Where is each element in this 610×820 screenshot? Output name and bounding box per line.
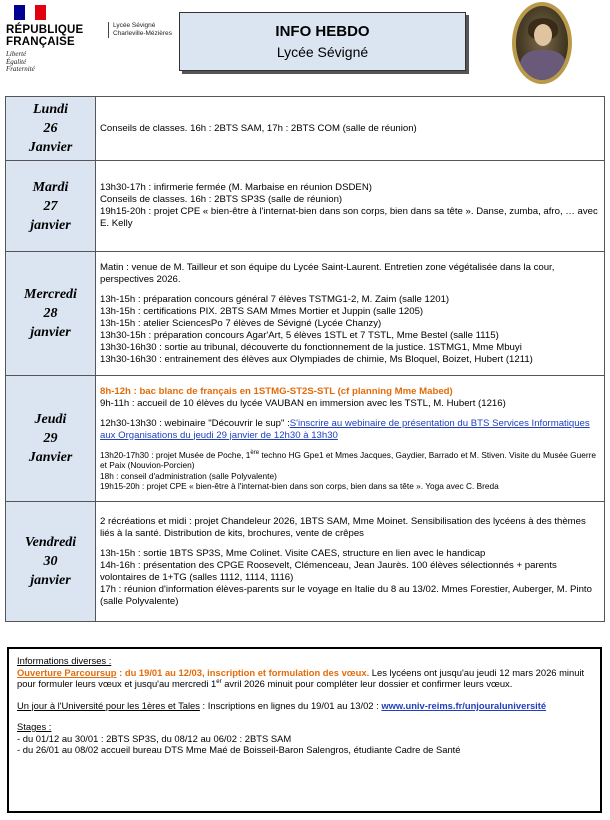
weekly-schedule — [5, 96, 605, 622]
day-label: Mardi 27 janvier — [6, 161, 96, 252]
day-row-thursday — [6, 376, 605, 502]
page-subtitle: Lycée Sévigné — [276, 44, 369, 60]
rf-name: RÉPUBLIQUE FRANÇAISE — [6, 24, 84, 48]
stage-line: - du 01/12 au 30/01 : 2BTS SP3S, du 08/12 au 06/02 : 2BTS SAM — [17, 732, 292, 744]
day-events: Matin : venue de M. Tailleur et son équipe du Lycée Saint-Laurent. Entretien zone végétalisée dans la cour, perspectives 2026. 13h-15h : préparation concours général 7 élèves TSTMG1-2, M. Zaim (salle 1201) 13h-15h : certifications PIX. 2BTS SAM Mmes Mortier et Juppin (salle 1205) 13h-15h : atelier SciencesPo 7 élèves de Sévigné (Lycée Chanzy) 13h30-15h : préparation concours Agar'Art, 5 élèves 1STL et 7 TSTL, Mme Bestel (salle 1115) 13h30-16h30 : sortie au tribunal, découverte du fonctionnement de la justice. 1STMG1, Mme Mbuyi 13h30-16h30 : entrainement des élèves aux Olympiades de chimie, Ms Bloquel, Boizet, Hubert (1211) — [96, 252, 605, 376]
stages-title: Stages : — [17, 721, 52, 732]
french-flag-icon — [14, 5, 46, 20]
day-row-wednesday — [6, 252, 605, 376]
rf-motto: Liberté Égalité Fraternité — [6, 50, 35, 73]
day-label: Vendredi 30 janvier — [6, 502, 96, 622]
webinar-link[interactable]: S'inscrire au webinaire de présentation du BTS Services Informatiques aux Organisations du jeudi 29 janvier de 12h30 à 13h30 — [100, 417, 590, 441]
day-label: Lundi 26 Janvier — [6, 97, 96, 161]
school-name: Lycée Sévigné Charleville-Mézières — [108, 22, 172, 38]
day-events: 2 récréations et midi : projet Chandeleur 2026, 1BTS SAM, Mme Moinet. Sensibilisation des lycéens à des thèmes liés à la santé. Distribution de kits, brochures, vente de crêpes 13h-15h : sortie 1BTS SP3S, Mme Colinet. Visite CAES, structure en lien avec le handicap 14h-16h : présentation des CPGE Roosevelt, Clémenceau, Jean Jaurès. 100 élèves sélectionnés + parents volontaires de 1+TG (salles 1112, 1114, 1116) 17h : réunion d'information élèves-parents sur le voyage en Italie du 8 au 13/02. Mmes Forestier, Auberger, M. Pinto (salle Polyvalente) — [96, 502, 605, 622]
republique-francaise-logo — [6, 5, 106, 74]
day-row-tuesday — [6, 161, 605, 252]
title-box — [179, 12, 466, 71]
day-row-friday — [6, 502, 605, 622]
portrait-image — [512, 2, 572, 84]
info-box — [7, 647, 602, 813]
day-events: 13h30-17h : infirmerie fermée (M. Marbaise en réunion DSDEN) Conseils de classes. 16h : 2BTS SP3S (salle de réunion) 19h15-20h : projet CPE « bien-être à l'internat-bien dans son corps, bien dans sa tête ». Danse, zumba, afro, … avec E. Kelly — [96, 161, 605, 252]
day-label: Jeudi 29 Janvier — [6, 376, 96, 502]
page-title: INFO HEBDO — [275, 23, 370, 40]
day-row-monday — [6, 97, 605, 161]
day-events: Conseils de classes. 16h : 2BTS SAM, 17h : 2BTS COM (salle de réunion) — [96, 97, 605, 161]
day-events: 8h-12h : bac blanc de français en 1STMG-ST2S-STL (cf planning Mme Mabed) 9h-11h : accueil de 10 élèves du lycée VAUBAN en immersion avec les TSTL, M. Hubert (1216) 12h30-13h30 : webinaire "Découvrir le sup" :S'inscrire au webinaire de présentation du BTS Services Informatiques aux Organisations du jeudi 29 janvier de 12h30 à 13h30 13h20-17h30 : projet Musée de Poche, 1ère techno HG Gpe1 et Mmes Jacques, Gaydier, Barrado et M. Stiven. Visite du Musée Guerre et Paix (Nouvion-Porcien) 18h : conseil d'administration (salle Polyvalente) 19h15-20h : projet CPE « bien-être à l'internat-bien dans son corps, bien dans sa tête ». Yoga avec C. Breda — [96, 376, 605, 502]
day-label: Mercredi 28 janvier — [6, 252, 96, 376]
univ-reims-link[interactable]: www.univ-reims.fr/unjouraluniversité — [381, 699, 547, 711]
info-title: Informations diverses : — [17, 655, 112, 666]
parcoursup-info: Ouverture Parcoursup : du 19/01 au 12/03, inscription et formulation des vœux. Les lycéens ont jusqu'au jeudi 12 mars 2026 minuit pour formuler leurs vœux et jusqu'au mercredi 1er avril 2026 minuit pour compléter leur dossier et confirmer leurs vœux. — [17, 666, 585, 689]
university-day-info: Un jour à l'Université pour les 1ères et Tales : Inscriptions en lignes du 19/01 au 13/02 : www.univ-reims.fr/unjouraluniversité — [17, 699, 547, 711]
stage-line: - du 26/01 au 08/02 accueil bureau DTS Mme Maé de Boisseil-Baron Salengros, étudiante Cadre de Santé — [17, 744, 461, 755]
